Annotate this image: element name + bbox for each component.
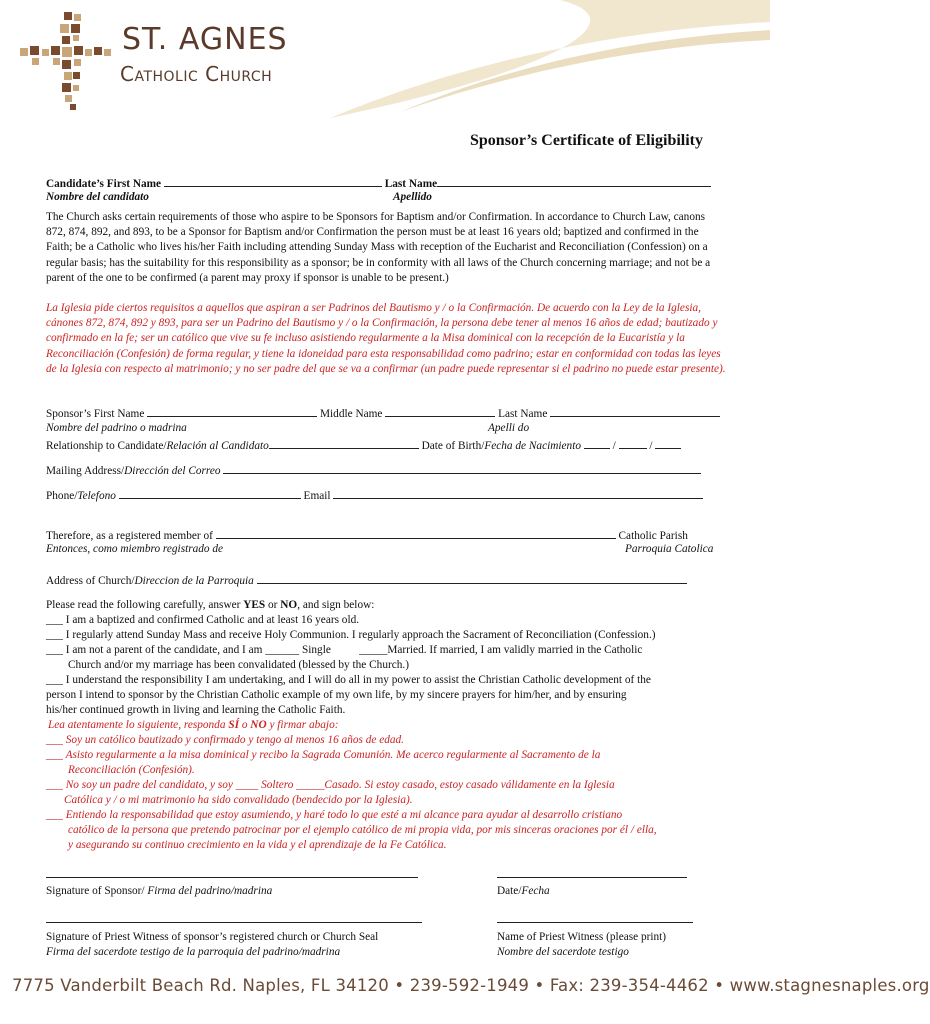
sponsor-signature-text-es: Firma del padrino/madrina	[147, 885, 273, 897]
instructions-es-text: Lea atentamente lo siguiente, responda	[48, 719, 229, 731]
dob-label: Date of Birth/	[421, 440, 485, 452]
church-address-label: Address of Church/	[46, 575, 135, 587]
mailing-label: Mailing Address/	[46, 465, 125, 477]
sponsor-last-name-label-es: Apelli do	[488, 422, 530, 434]
item-es-2-cont: Reconciliación (Confesión).	[68, 764, 195, 776]
sponsor-first-name-label: Sponsor’s First Name	[46, 408, 145, 420]
item-es-1[interactable]: ___ Soy un católico bautizado y confirmado y tengo al menos 16 años de edad.	[46, 734, 404, 746]
parish-member-label: Therefore, as a registered member of	[46, 530, 213, 542]
sponsor-first-name-field[interactable]	[46, 405, 720, 422]
intro-spanish: La Iglesia pide ciertos requisitos a aquellos que aspiran a ser Padrinos del Bautismo y / o la Confirmación. De acuerdo con la Ley de la Iglesia, cánones 872, 874, 892 y 893, para ser un Padrino del Bautismo y / o la Confirmación, la persona debe tener al menos 16 años de edad; bautizado y confirmado en la fe; ser un católico que vive su fe incluso asistiendo regularmente a la Misa dominical con la recepción de la Eucaristía y la Reconciliación (Confesión) de forma regular, y tiene la idoneidad para esta responsabilidad como padrino; estar en conformidad con todas las leyes de la Iglesia con respecto al matrimonio; y no ser padre del que se va a confirmar (un padre puede representar si el padrino no puede estar presente).	[46, 302, 726, 375]
sponsor-signature-text: Signature of Sponsor/	[46, 885, 148, 897]
instructions-english	[46, 598, 374, 613]
parish-suffix-es: Parroquia Catolica	[625, 543, 714, 555]
parish-member-label-es: Entonces, como miembro registrado de	[46, 543, 224, 555]
church-address-label-es: Direccion de la Parroquia	[134, 575, 254, 587]
si-text: SÍ	[228, 719, 239, 731]
date-text: Date/	[497, 885, 522, 897]
footer-contact: 7775 Vanderbilt Beach Rd. Naples, FL 34120 • 239-592-1949 • Fax: 239-354-4462 • www.stagnesnaples.org	[12, 976, 930, 995]
item-es-2[interactable]: ___ Asisto regularmente a la misa dominical y recibo la Sagrada Comunión. Me acerco regularmente al Sacramento de la	[46, 749, 601, 761]
email-label: Email	[303, 490, 331, 502]
date-text-es: Fecha	[521, 885, 550, 897]
instructions-es-post: y firmar abajo:	[266, 719, 339, 731]
item-en-3[interactable]: ___ I am not a parent of the candidate, and I am ______ Single _____Married. If married, I am validly married in the Catholic	[46, 644, 643, 656]
item-en-3-cont: Church and/or my marriage has been convalidated (blessed by the Church.)	[68, 659, 409, 671]
item-es-4[interactable]: ___ Entiendo la responsabilidad que estoy asumiendo, y haré todo lo que esté a mi alcance para ayudar al desarrollo cristiano	[46, 809, 623, 821]
instructions-spanish	[48, 718, 338, 733]
mailing-label-es: Dirección del Correo	[124, 465, 221, 477]
mailing-address-field[interactable]	[46, 462, 701, 479]
relationship-label: Relationship to Candidate/	[46, 440, 167, 452]
priest-signature-line[interactable]	[46, 922, 422, 923]
church-subtitle: Catholic Church	[120, 62, 273, 86]
no-es-text: NO	[250, 719, 267, 731]
item-en-1[interactable]: ___ I am a baptized and confirmed Catholic and at least 16 years old.	[46, 614, 360, 626]
cross-logo	[18, 12, 118, 112]
priest-name-label: Name of Priest Witness (please print)	[497, 931, 667, 943]
candidate-last-name-label: Last Name	[384, 178, 438, 190]
relationship-label-es: Relación al Candidato	[166, 440, 269, 452]
priest-signature-label-es: Firma del sacerdote testigo de la parroquia del padrino/madrina	[46, 946, 341, 958]
date-line[interactable]	[497, 877, 687, 878]
church-address-field[interactable]	[46, 572, 687, 589]
o-text: o	[239, 719, 251, 731]
intro-english: The Church asks certain requirements of those who aspire to be Sponsors for Baptism and/or Confirmation. In accordance to Church Law, canons 872, 874, 892, and 893, to be a Sponsor for Baptism and/or Confirmation the person must be at least 16 years old; baptized and confirmed in the Faith; be a Catholic who lives his/her Faith including attending Sunday Mass with reception of the Eucharist and Reconciliation (Confession) on a regular basis; has the suitability for this responsibility as a sponsor; be in conformity with all laws of the Church concerning marriage; and not be a parent of the one to be confirmed (a parent may proxy if sponsor is unable to be present.)	[46, 211, 711, 284]
sponsor-signature-line[interactable]	[46, 877, 418, 878]
parish-suffix: Catholic Parish	[618, 530, 688, 542]
candidate-first-name-label-es: Nombre del candidato	[46, 191, 149, 203]
sponsor-middle-name-label: Middle Name	[320, 408, 383, 420]
or-text: or	[265, 599, 281, 611]
dob-label-es: Fecha de Nacimiento	[484, 440, 581, 452]
priest-name-line[interactable]	[497, 922, 693, 923]
item-es-4-cont: católico de la persona que pretendo patrocinar por el ejemplo católico de mi propia vida, por mis sinceras oraciones por él / ella,	[68, 824, 657, 836]
relationship-field[interactable]: Relationship to Candidate/Relación al Candidato Date of Birth/Fecha de Nacimiento / /	[46, 437, 681, 454]
priest-name-label-es: Nombre del sacerdote testigo	[497, 946, 629, 958]
item-en-4-cont: person I intend to sponsor by the Christian Catholic example of my own life, by my sincere prayers for him/her, and by ensuring	[46, 689, 627, 701]
phone-email-field[interactable]	[46, 487, 703, 504]
item-en-2[interactable]: ___ I regularly attend Sunday Mass and receive Holy Communion. I regularly approach the Sacrament of Reconciliation (Confession.)	[46, 629, 656, 641]
item-es-3[interactable]: ___ No soy un padre del candidato, y soy ____ Soltero _____Casado. Si estoy casado, estoy casado válidamente en la Iglesia	[46, 779, 615, 791]
church-name: ST. AGNES	[122, 22, 288, 57]
instructions-text: Please read the following carefully, answer	[46, 599, 244, 611]
item-es-3-cont: Católica y / o mi matrimonio ha sido convalidado (bendecido por la Iglesia).	[64, 794, 413, 806]
sponsor-signature-label	[46, 884, 272, 899]
candidate-first-name-label: Candidate’s First Name	[46, 178, 162, 190]
phone-label: Phone/	[46, 490, 78, 502]
item-en-4-cont2: his/her continued growth in living and learning the Catholic Faith.	[46, 704, 346, 716]
candidate-last-name-label-es: Apellido	[393, 191, 432, 203]
phone-label-es: Telefono	[77, 490, 116, 502]
item-es-4-cont2: y asegurando su continuo crecimiento en la vida y el aprendizaje de la Fe Católica.	[68, 839, 447, 851]
sponsor-first-name-label-es: Nombre del padrino o madrina	[46, 422, 187, 434]
instructions-post: , and sign below:	[297, 599, 375, 611]
date-label	[497, 884, 550, 899]
no-text: NO	[280, 599, 298, 611]
item-en-4[interactable]: ___ I understand the responsibility I am undertaking, and I will do all in my power to assist the Christian Catholic development of the	[46, 674, 651, 686]
sponsor-last-name-label: Last Name	[498, 408, 548, 420]
yes-text: YES	[243, 599, 266, 611]
priest-signature-label: Signature of Priest Witness of sponsor’s registered church or Church Seal	[46, 931, 379, 943]
document-title: Sponsor’s Certificate of Eligibility	[470, 132, 704, 149]
